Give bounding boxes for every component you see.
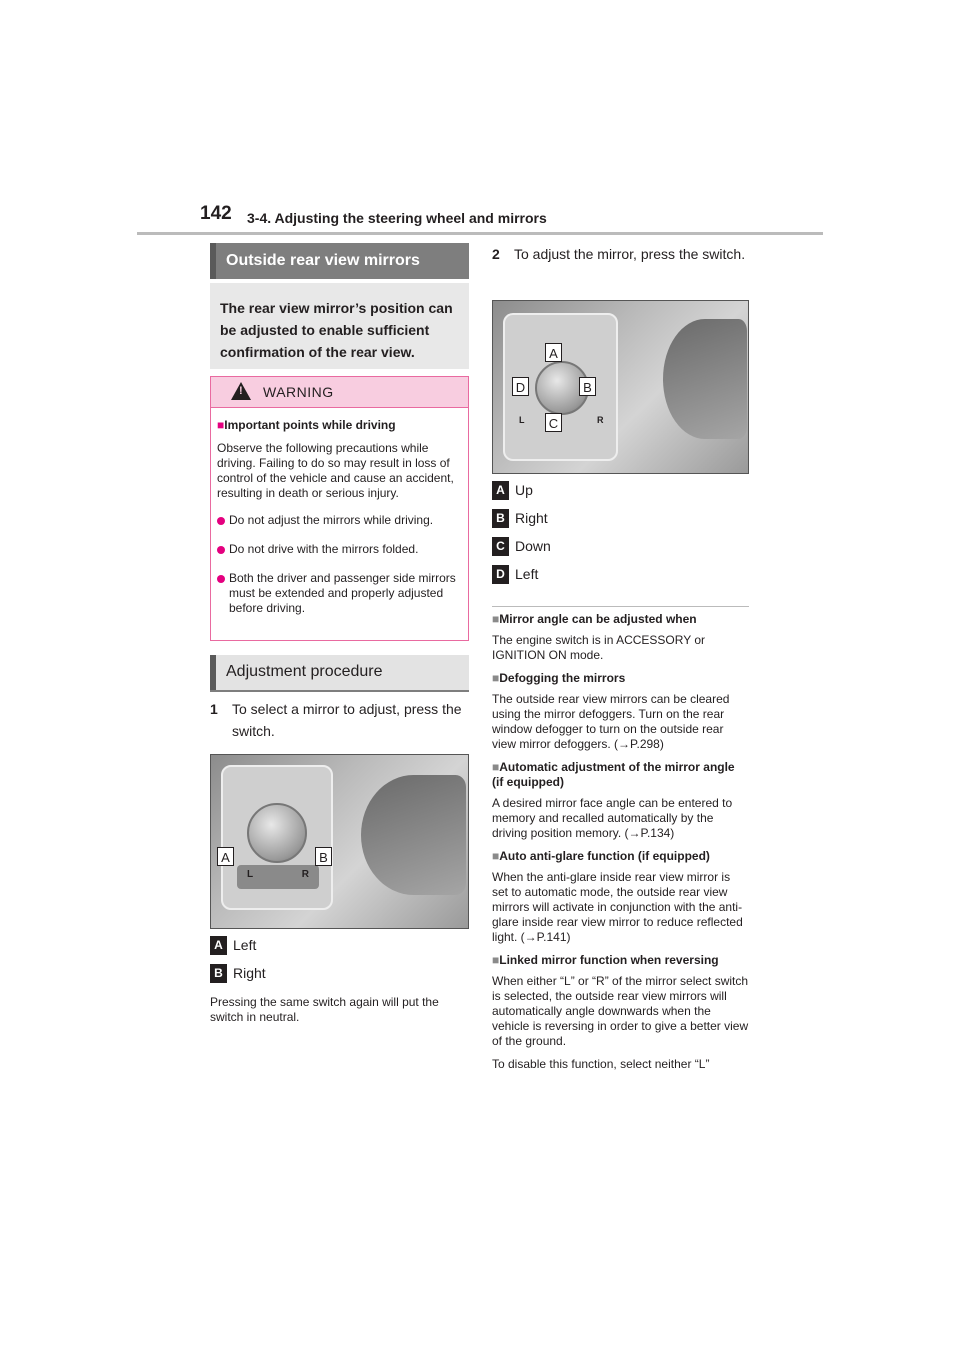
callout-c: C <box>545 413 562 432</box>
note-heading: ■Defogging the mirrors <box>492 671 626 685</box>
step-number: 1 <box>210 701 218 717</box>
callout-d: D <box>512 377 529 396</box>
r-label: R <box>301 869 309 880</box>
l-label: L <box>247 869 254 880</box>
lr-selector <box>237 865 319 889</box>
warning-bullet: Do not adjust the mirrors while driving. <box>217 513 462 528</box>
notes-divider <box>492 606 749 607</box>
legend-text: Down <box>515 538 551 554</box>
switch-panel <box>221 765 333 910</box>
switch-photo-adjust <box>492 300 749 474</box>
note-body: The outside rear view mirrors can be cleared using the mirror defoggers. Turn on the rear window defogger to turn on the outside rear view mirror defoggers. (→P.298) <box>492 692 730 751</box>
warning-bullet: Both the driver and passenger side mirrors must be extended and properly adjusted before driving. <box>217 571 462 616</box>
legend-text: Left <box>515 566 539 582</box>
step-2 <box>492 243 749 265</box>
note-body: When either “L” or “R” of the mirror select switch is selected, the outside rear view mirrors will automatically angle downwards when the vehicle is reversing in order to give a better view of the ground. <box>492 974 749 1048</box>
step-text: To adjust the mirror, press the switch. <box>514 246 746 262</box>
steering-wheel-area <box>361 775 466 895</box>
note-heading: ■Automatic adjustment of the mirror angle (if equipped) <box>492 760 735 789</box>
section-heading-adjustment <box>210 655 469 691</box>
section-heading-text: Outside rear view mirrors <box>226 252 420 269</box>
legend-key: A <box>210 936 227 955</box>
square-bullet-icon: ■ <box>492 849 500 863</box>
legend-key: D <box>492 565 509 584</box>
note-heading: ■Linked mirror function when reversing <box>492 953 719 967</box>
adjust-dial <box>247 803 307 863</box>
page-number: 142 <box>200 203 232 224</box>
l-label: L <box>519 415 525 425</box>
warning-box <box>210 376 469 641</box>
warning-paragraph: Observe the following precautions while driving. Failing to do so may result in loss of control of the vehicle and cause an accident, resulting in death or serious injury. <box>217 441 454 500</box>
step-text: To select a mirror to adjust, press the switch. <box>232 701 462 739</box>
intro-box: The rear view mirror’s position can be adjusted to enable sufficient confirmation of the rear view. <box>210 283 469 369</box>
note-heading: ■Mirror angle can be adjusted when <box>492 612 697 626</box>
note-body: The engine switch is in ACCESSORY or IGNITION ON mode. <box>492 633 705 662</box>
square-bullet-icon: ■ <box>492 760 500 774</box>
section-title: 3-4. Adjusting the steering wheel and mirrors <box>247 210 547 226</box>
legend-key: C <box>492 537 509 556</box>
square-bullet-icon: ■ <box>492 671 500 685</box>
legend-text: Right <box>233 965 266 981</box>
bullet-dot-icon <box>217 517 225 525</box>
section-heading-text: Adjustment procedure <box>226 663 383 680</box>
callout-a: A <box>217 847 234 866</box>
section-heading-outside-mirrors <box>210 243 469 279</box>
legend-text: Left <box>233 937 257 953</box>
square-bullet-icon: ■ <box>217 418 225 432</box>
note-body: When the anti-glare inside rear view mirror is set to automatic mode, the outside rear view mirrors will activate in conjunction with the anti-glare inside rear view mirror to reduce reflected light. (→P.141) <box>492 870 743 944</box>
square-bullet-icon: ■ <box>492 953 500 967</box>
note-final-line: To disable this function, select neither “L” <box>492 1057 710 1071</box>
callout-b: B <box>579 377 596 396</box>
switch-photo-select <box>210 754 469 929</box>
note-body: A desired mirror face angle can be entered to memory and recalled automatically by the driving position memory. (→P.134) <box>492 796 733 840</box>
bullet-dot-icon <box>217 575 225 583</box>
warning-label: WARNING <box>263 384 334 400</box>
legend-key: B <box>210 964 227 983</box>
callout-b: B <box>315 847 332 866</box>
callout-a: A <box>545 343 562 362</box>
warning-bullet: Do not drive with the mirrors folded. <box>217 542 462 557</box>
warning-header <box>211 377 468 408</box>
neutral-note: Pressing the same switch again will put the switch in neutral. <box>210 995 439 1024</box>
section-divider <box>210 690 469 692</box>
bullet-dot-icon <box>217 546 225 554</box>
step-1 <box>210 698 469 742</box>
warning-subhead: ■Important points while driving <box>217 418 396 432</box>
note-heading: ■Auto anti-glare function (if equipped) <box>492 849 710 863</box>
steering-wheel-area <box>663 319 747 439</box>
square-bullet-icon: ■ <box>492 612 500 626</box>
warning-body <box>211 408 468 616</box>
warning-triangle-icon <box>231 382 251 400</box>
legend-text: Right <box>515 510 548 526</box>
header-divider <box>137 232 823 235</box>
legend-key: B <box>492 509 509 528</box>
step-number: 2 <box>492 246 500 262</box>
legend-text: Up <box>515 482 533 498</box>
legend-key: A <box>492 481 509 500</box>
r-label: R <box>597 415 604 425</box>
notes-list <box>492 612 749 1072</box>
